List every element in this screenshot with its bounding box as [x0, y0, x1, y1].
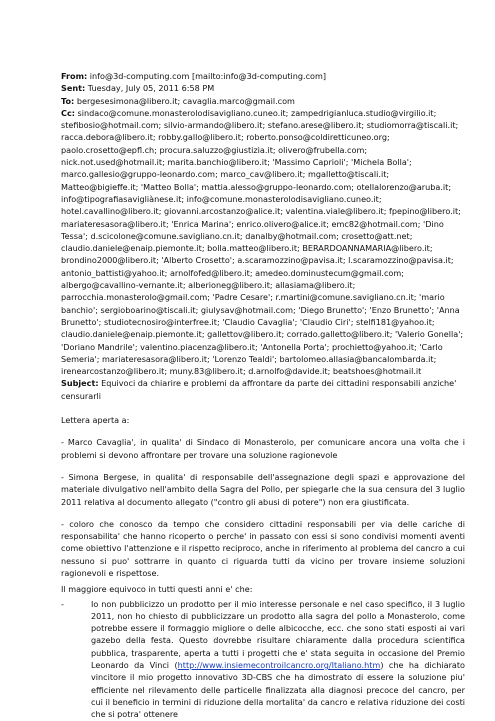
from-label: From: — [61, 71, 88, 81]
from-line — [61, 70, 465, 82]
list-dash: - — [61, 598, 64, 609]
to-value: bergesesimona@libero.it; cavaglia.marco@gmail.com — [74, 95, 295, 106]
bullet-list — [61, 598, 465, 721]
to-label: To: — [61, 95, 75, 106]
paragraph-2: - Simona Bergese, in qualita' di responsabile dell'assegnazione degli spazi e approvazione del materiale divulgativo nell'ambito della Sagra del Pollo, per spiegarle che la sua censura del 3 luglio 2011 relativa al documento allegato ("contro gli abusi di potere") non era giustificata. — [61, 471, 465, 507]
sent-label: Sent: — [61, 83, 86, 94]
premio-link[interactable]: http://www.insiemecontroilcancro.org/Italiano.htm — [177, 660, 381, 671]
email-content — [61, 70, 465, 721]
cc-value: sindaco@comune.monasterolodisavigliano.cuneo.it; zampedrigianluca.studio@virgilio.it; stefibosio@hotmail.com; silvio-armando@libero.it; stefano.arese@libero.it; studiomorra@tiscali.it; racca.debora@libero.it; robby.gallo@libero.it; roberto.ponso@coldiretticuneo.org; paolo.crosetto@epfl.ch; procura.saluzzo@giustizia.it; olivero@frubella.com; nick.not.used@hotmail.it; marita.banchio@libero.it; 'Massimo Caprioli'; 'Michela Bolla'; marco.gallesio@gruppo-leonardo.com; marco_cav@libero.it; mgalletto@tiscali.it; Matteo@bigieffe.it; 'Matteo Bolla'; mattia.alesso@gruppo-leonardo.com; otellalorenzo@aruba.it; info@tipografiasavigliànese.it; info@comune.monasterolodisavigliano.cuneo.it; hotel.cavallino@libero.it; giovanni.arcostanzo@alice.it; valentina.viale@libero.it; fpepino@libero.it; mariateresasora@libero.it; 'Enrica Marina'; enrico.olivero@alice.it; emc82@hotmail.com; 'Dino Tessa'; d.scicolone@comune.savigliano.cn.it; danalby@hotmail.com; crosetto@att.net; claudio.daniele@enaip.piemonte.it; bolla.matteo@libero.it; BERARDOANNAMARIA@libero.it; brondino2000@libero.it; 'Alberto Crosetto'; a.scaramozzino@pavisa.it; l.scaramozzino@pavisa.it; antonio_battisti@yahoo.it; arnolfofed@libero.it; amedeo.dominustecum@gmail.com; albergo@cavallino-vernante.it; alberioneg@libero.it; allasiama@libero.it; parrocchia.monasterolo@gmail.com; 'Padre Cesare'; r.martini@comune.savigliano.cn.it; 'mario banchio'; sergioboarino@tiscali.it; giulysav@hotmail.com; 'Diego Brunetto'; 'Enzo Brunetto'; 'Anna Brunetto'; studiotecnosiro@interfree.it; 'Claudio Cavaglia'; 'Claudio Ciri'; stelfi181@yahoo.it; claudio.daniele@enaip.piemonte.it; gallettov@libero.it; corrado.galletto@libero.it; 'Valerio Gonella'; 'Doriano Mandrile'; valentino.piacenza@libero.it; 'Antonella Porta'; prochietto@yahoo.it; 'Carlo Semeria'; mariateresasora@libero.it; 'Lorenzo Tealdi'; bartolomeo.allasia@bancalombarda.it; irenearcostanzo@libero.it; muny.83@libero.it; d.arnolfo@davide.it; beatshoes@hotmail.it — [61, 107, 464, 377]
greeting: Lettera aperta a: — [61, 415, 130, 426]
list-item — [61, 598, 465, 721]
paragraph-4: Il maggiore equivoco in tutti questi anni e' che: — [61, 584, 253, 595]
subject-value: Equivoci da chiarire e problemi da affrontare da parte dei cittadini responsabili anziche' censurarli — [61, 378, 457, 401]
from-value: info@3d-computing.com [mailto:info@3d-computing.com] — [87, 71, 327, 81]
subject-label: Subject: — [61, 378, 99, 389]
email-header — [61, 70, 465, 402]
cc-label: Cc: — [61, 107, 75, 118]
list-item-text-a: Io non pubblicizzo un prodotto per il mio interesse personale e nel caso specifico, il 3 luglio 2011, non ho chiesto di pubblicizzare un prodotto alla sagra del pollo a Monasterolo, come potrebbe essere il formaggio migliore o delle albicocche, ecc. che sono stati esposti ai vari gazebo della festa. Questo dovrebbe risultare chiaramente dalla procedura scientifica pubblica, trasparente, aperta a tutti i progetti che e' stata seguita in occasione del Premio Leonardo da Vinci ( — [91, 598, 465, 671]
cc-line — [61, 107, 465, 378]
sent-value: Tuesday, July 05, 2011 6:58 PM — [85, 83, 215, 94]
paragraph-1: - Marco Cavaglia', in qualita' di Sindaco di Monasterolo, per comunicare ancora una volta che i problemi si devono affrontare per trovare una soluzione ragionevole — [61, 437, 465, 460]
paragraph-3: - coloro che conosco da tempo che considero cittadini responsabili per via delle cariche di responsabilita' che hanno ricoperto o perche' in passato con essi si sono condivisi momenti aventi come obiettivo l'attenzione e il rispetto reciproco, anche in riferimento al problema del cancro a cui nessuno si puo' sottrarre in quanto ci riguarda tutti da vicino per trovare insieme soluzioni ragionevoli e rispettose. — [61, 518, 465, 578]
sent-line — [61, 82, 465, 94]
to-line — [61, 95, 465, 107]
subject-line — [61, 377, 465, 402]
list-item-text-b: ) che ha dichiarato vincitore il mio progetto innovativo 3D-CBS che ha dimostrato di essere la soluzione piu' efficiente nel rilevamento delle particelle finalizzata alla diagnosi precoce del cancro, per cui il beneficio in termini di riduzione della mortalita' da cancro e relativa riduzione dei costi che si potra' ottenere — [91, 660, 465, 720]
